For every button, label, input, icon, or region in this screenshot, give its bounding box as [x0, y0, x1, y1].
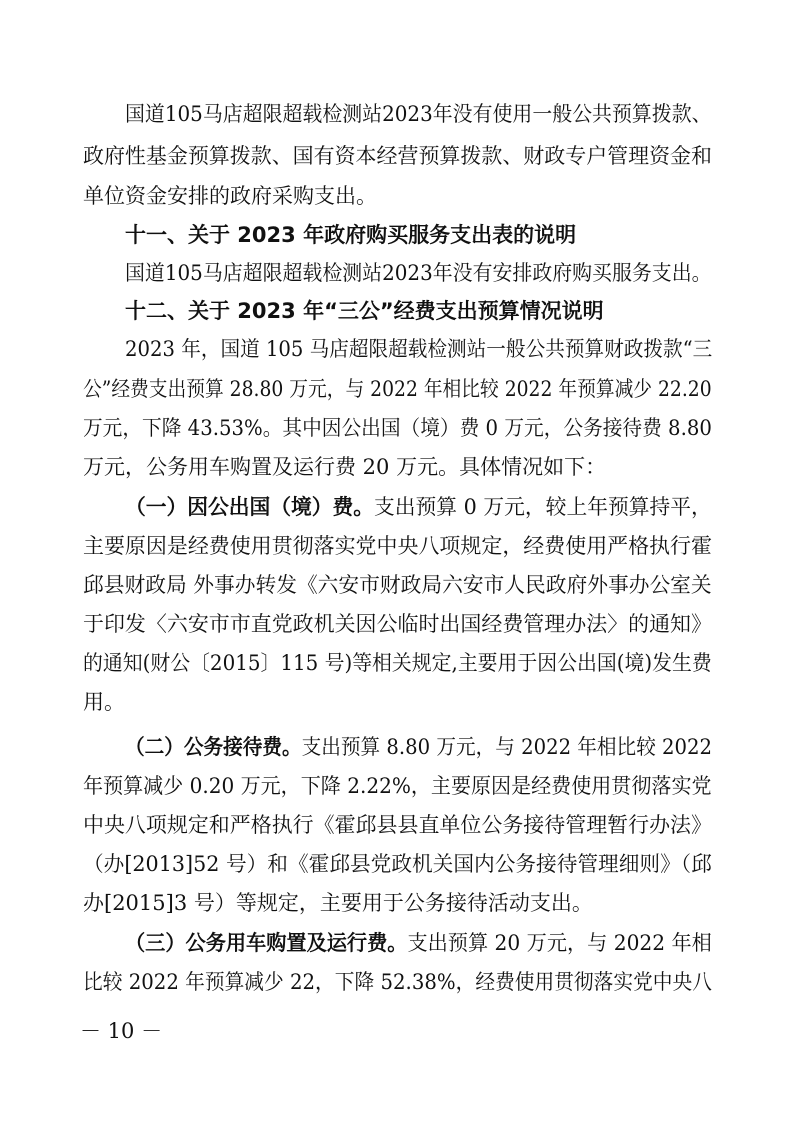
paragraph-text: 支出预算 0 万元，较上年预算持平，	[374, 495, 712, 519]
paragraph-line: 万元，下降 43.53%。其中因公出国（境）费 0 万元，公务接待费 8.80	[83, 416, 712, 440]
subsection-title-1: （一）因公出国（境）费。	[125, 495, 375, 519]
paragraph-line: 公”经费支出预算 28.80 万元，与 2022 年相比较 2022 年预算减少 22.20	[83, 377, 712, 401]
paragraph-line: 国道105马店超限超载检测站2023年没有安排政府购买服务支出。	[125, 261, 712, 285]
paragraph-line: 于印发〈六安市市直党政机关因公临时出国经费管理办法〉的通知》	[83, 612, 712, 636]
paragraph-line: 国道105马店超限超载检测站2023年没有使用一般公共预算拨款、	[125, 102, 712, 126]
section-heading-12: 十二、关于 2023 年“三公”经费支出预算情况说明	[125, 299, 604, 323]
paragraph-line: 用。	[83, 690, 125, 714]
subsection-title-2: （二）公务接待费。	[125, 735, 302, 759]
paragraph-text: 支出预算 20 万元，与 2022 年相	[407, 931, 712, 955]
paragraph-text: 支出预算 8.80 万元，与 2022 年相比较 2022	[301, 735, 713, 759]
section-heading-11: 十一、关于 2023 年政府购买服务支出表的说明	[125, 223, 577, 247]
paragraph-line: 单位资金安排的政府采购支出。	[83, 184, 377, 208]
paragraph-line: 主要原因是经费使用贯彻落实党中央八项规定，经费使用严格执行霍	[83, 534, 712, 558]
paragraph-line: 年预算减少 0.20 万元，下降 2.22%，主要原因是经费使用贯彻落实党	[83, 774, 712, 798]
subsection-title-3: （三）公务用车购置及运行费。	[125, 931, 408, 955]
paragraph-line: （办[2013]52 号）和《霍邱县党政机关国内公务接待管理细则》（邱	[83, 852, 712, 876]
subsection-line	[125, 492, 712, 522]
paragraph-line: 的通知(财公〔2015〕115 号)等相关规定,主要用于因公出国(境)发生费	[83, 651, 712, 675]
paragraph-line: 邱县财政局 外事办转发《六安市财政局六安市人民政府外事办公室关	[83, 573, 712, 597]
paragraph-line: 办[2015]3 号）等规定，主要用于公务接待活动支出。	[83, 891, 593, 915]
subsection-line	[125, 732, 712, 762]
paragraph-line: 万元，公务用车购置及运行费 20 万元。具体情况如下：	[83, 455, 607, 479]
paragraph-line: 政府性基金预算拨款、国有资本经营预算拨款、财政专户管理资金和	[83, 144, 712, 168]
paragraph-line: 中央八项规定和严格执行《霍邱县县直单位公务接待管理暂行办法》	[83, 813, 712, 837]
paragraph-line: 2023 年，国道 105 马店超限超载检测站一般公共预算财政拨款“三	[125, 337, 713, 361]
paragraph-line: 比较 2022 年预算减少 22，下降 52.38%，经费使用贯彻落实党中央八	[83, 970, 712, 994]
page-number: － 10 －	[80, 1019, 163, 1043]
subsection-line	[125, 928, 712, 958]
